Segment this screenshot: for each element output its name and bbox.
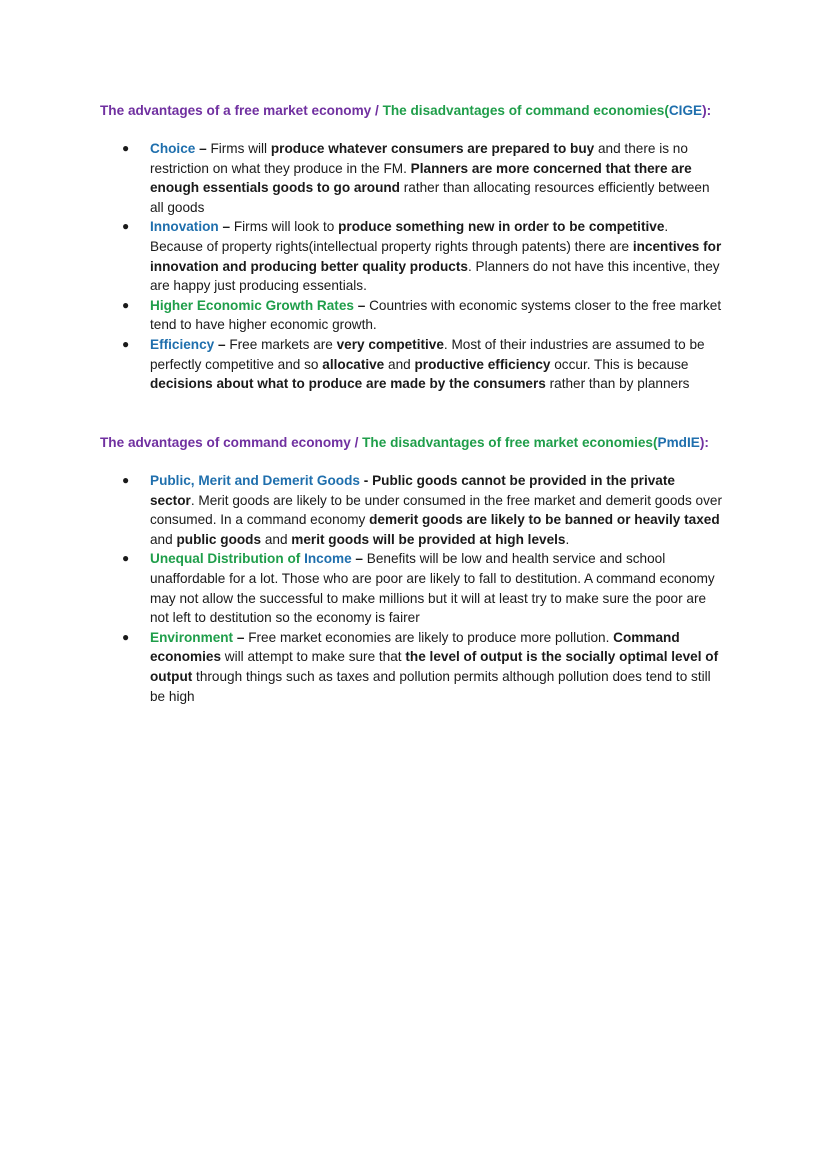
text-run: Public, Merit and Demerit Goods <box>150 473 360 488</box>
heading-segment: ): <box>702 103 712 118</box>
bullet-item <box>122 628 722 706</box>
text-run: Higher Economic Growth Rates <box>150 297 354 313</box>
text-run: very competitive <box>336 336 444 352</box>
heading-segment: The disadvantages of command economies( <box>382 103 669 118</box>
text-run: and <box>261 531 292 547</box>
text-run: Countries with economic systems closer to the free market tend to have higher economic growth. <box>150 297 722 333</box>
text-run: incentives for innovation and producing better quality products <box>150 238 722 274</box>
heading-segment: The disadvantages of free market economies( <box>362 435 658 450</box>
section2-bullet-list <box>122 471 722 706</box>
section1-bullet-list <box>122 139 722 394</box>
text-run: – <box>195 141 211 156</box>
text-run: through things such as taxes and pollution permits although pollution does tend to still be high <box>150 668 711 704</box>
bullet-icon: ● <box>122 336 130 351</box>
heading-segment: ): <box>699 435 709 450</box>
text-run: demerit goods are likely to be banned or heavily taxed <box>369 512 720 528</box>
bullet-item <box>122 335 722 394</box>
text-run: and <box>384 356 415 372</box>
text-run: – <box>353 297 370 313</box>
text-run: rather than by planners <box>545 376 690 392</box>
text-run: Efficiency <box>150 336 215 352</box>
heading-segment: CIGE <box>668 103 703 118</box>
text-run: decisions about what to produce are made by the consumers <box>150 376 546 392</box>
text-run: Income <box>304 551 352 567</box>
heading-segment: The advantages of a free market economy / <box>100 103 383 118</box>
heading-segment: The advantages of command economy / <box>100 435 363 450</box>
text-run: and <box>150 531 177 547</box>
section1-heading <box>100 101 800 120</box>
bullet-icon: ● <box>122 629 130 644</box>
bullet-item <box>122 471 722 549</box>
text-run: . <box>565 531 570 547</box>
text-run: occur. This is because <box>550 356 689 372</box>
bullet-item <box>122 139 722 217</box>
heading-segment: PmdIE <box>657 435 700 450</box>
text-run: . Planners do not have this incentive, they are happy just producing essentials. <box>150 258 720 294</box>
text-run: Free market economies are likely to produce more pollution. <box>248 629 614 645</box>
text-run: merit goods will be provided at high levels <box>291 531 566 547</box>
text-run: Command economies <box>150 629 680 665</box>
text-run: public goods <box>176 531 262 547</box>
section2-heading <box>100 433 800 452</box>
text-run: Environment <box>150 629 234 645</box>
text-run: and there is no restriction on what they produce in the FM. <box>150 141 688 176</box>
text-run: Benefits will be low and health service and school unaffordable for a lot. Those who are poor are likely to fall to destitution. A command economy may not allow the successful to make millions but it will at least try to make sure the poor are not left to destitution so the economy is fairer <box>150 551 715 626</box>
bullet-item <box>122 549 722 627</box>
text-run: – <box>351 551 367 567</box>
text-run: Firms will <box>210 141 271 156</box>
text-run: will attempt to make sure that <box>221 649 406 665</box>
text-run: Innovation <box>150 219 219 235</box>
text-run: productive efficiency <box>414 356 551 372</box>
text-run: Public goods cannot be provided in the private sector <box>150 473 675 508</box>
text-run: Unequal Distribution of <box>150 551 305 567</box>
text-run: Choice <box>150 141 196 156</box>
text-run: the level of output is the socially optimal level of output <box>150 649 719 684</box>
bullet-item <box>122 217 722 295</box>
text-run: – <box>233 629 249 645</box>
bullet-icon: ● <box>122 141 130 155</box>
bullet-item <box>122 296 722 335</box>
bullet-icon: ● <box>122 219 130 234</box>
text-run: allocative <box>322 356 385 372</box>
text-run: – <box>214 336 230 352</box>
text-run: rather than allocating resources efficiently between all goods <box>150 180 710 215</box>
text-run: Free markets are <box>229 336 337 352</box>
bullet-icon: ● <box>122 551 130 566</box>
text-run: . Because of property rights(intellectual property rights through patents) there are <box>150 219 669 254</box>
text-run: produce something new in order to be competitive <box>338 219 665 235</box>
text-run: produce whatever consumers are prepared to buy <box>270 141 595 156</box>
text-run: Planners are more concerned that there are enough essentials goods to go around <box>150 160 692 196</box>
text-run: Firms will look to <box>233 219 339 235</box>
bullet-icon: ● <box>122 297 130 312</box>
text-run: - <box>359 473 373 488</box>
bullet-icon: ● <box>122 473 130 487</box>
text-run: . Most of their industries are assumed to be perfectly competitive and so <box>150 336 705 372</box>
text-run: – <box>218 219 234 235</box>
text-run: . Merit goods are likely to be under consumed in the free market and demerit goods over consumed. In a command economy <box>150 492 723 528</box>
